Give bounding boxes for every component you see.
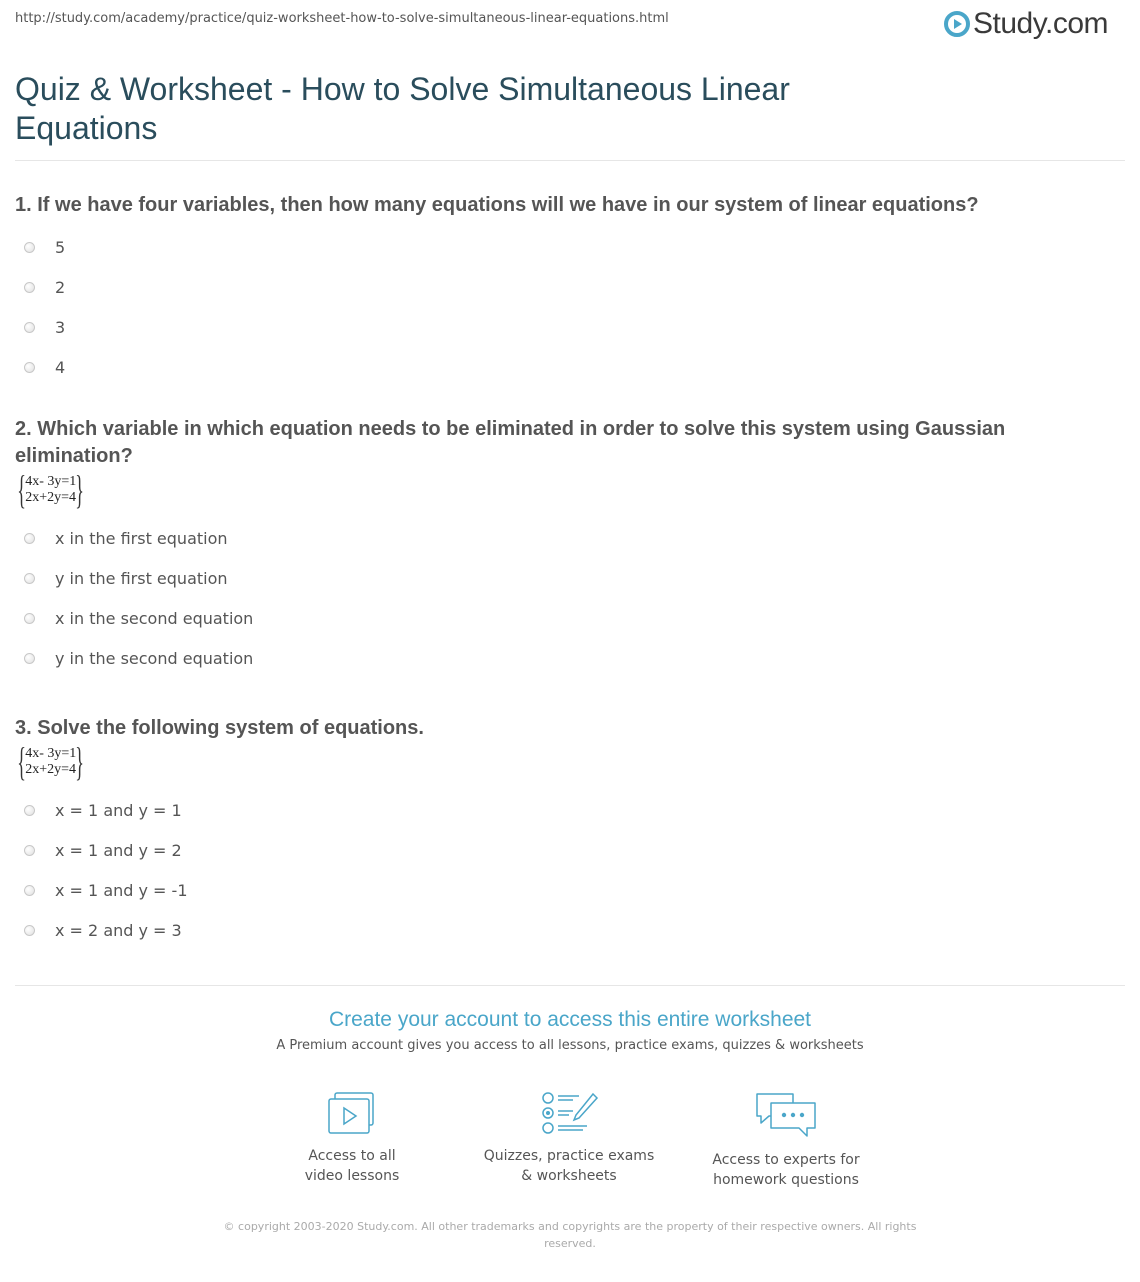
signup-cta: [0, 1008, 1140, 1053]
feature-line: homework questions: [713, 1172, 859, 1188]
option-label: 3: [55, 317, 66, 337]
equation-line: 2x+2y=4: [25, 490, 76, 505]
question-text: 2. Which variable in which equation needs to be eliminated in order to solve this system using Gaussian elimination?: [15, 418, 1006, 467]
question-1: [15, 192, 1125, 387]
answer-option[interactable]: [15, 558, 1125, 598]
equation-line: 4x- 3y=1: [25, 474, 77, 489]
feature-line: Quizzes, practice exams: [483, 1148, 655, 1164]
answer-option[interactable]: [15, 267, 1125, 307]
radio-button[interactable]: [24, 322, 35, 333]
option-label: y in the second equation: [55, 648, 254, 668]
page-url: http://study.com/academy/practice/quiz-worksheet-how-to-solve-simultaneous-linear-equations.html: [15, 11, 669, 26]
feature-line: Access to all: [308, 1148, 396, 1164]
right-brace: }: [75, 739, 85, 784]
answer-option[interactable]: [15, 830, 1125, 870]
feature-line: & worksheets: [521, 1168, 617, 1184]
option-label: 2: [55, 277, 66, 297]
answer-option[interactable]: [15, 347, 1125, 387]
logo-text: Study.com: [973, 7, 1108, 40]
radio-button[interactable]: [24, 845, 35, 856]
copyright-notice: © copyright 2003-2020 Study.com. All other trademarks and copyrights are the property of their respective owners. All rights reserved.: [223, 1220, 917, 1250]
option-label: x = 1 and y = 1: [55, 800, 182, 820]
play-circle-icon: [944, 11, 970, 37]
option-label: 5: [55, 237, 66, 257]
question-text: 1. If we have four variables, then how many equations will we have in our system of linear equations?: [15, 194, 979, 216]
answer-option[interactable]: [15, 598, 1125, 638]
chat-experts-icon: [753, 1090, 819, 1140]
option-label: x in the second equation: [55, 608, 254, 628]
option-label: x in the first equation: [55, 528, 228, 548]
feature-line: video lessons: [304, 1168, 400, 1184]
option-label: y in the first equation: [55, 568, 228, 588]
cta-subtitle: A Premium account gives you access to all lessons, practice exams, quizzes & worksheets: [276, 1038, 864, 1053]
left-brace: {: [17, 739, 26, 784]
radio-button[interactable]: [24, 925, 35, 936]
right-brace: }: [75, 467, 85, 512]
radio-button[interactable]: [24, 573, 35, 584]
answer-options: [15, 227, 1125, 387]
option-label: x = 1 and y = 2: [55, 840, 182, 860]
answer-options: [15, 518, 1125, 678]
question-2: [15, 416, 1125, 678]
answer-option[interactable]: [15, 307, 1125, 347]
answer-options: [15, 790, 1125, 950]
cta-link[interactable]: Create your account to access this entire worksheet: [328, 1008, 812, 1031]
answer-option[interactable]: [15, 518, 1125, 558]
quiz-list-icon: [539, 1090, 599, 1136]
feature-quizzes: [469, 1090, 669, 1186]
answer-option[interactable]: [15, 910, 1125, 950]
answer-option[interactable]: [15, 870, 1125, 910]
equation-line: 2x+2y=4: [25, 762, 76, 777]
video-lessons-icon: [325, 1090, 379, 1136]
answer-option[interactable]: [15, 638, 1125, 678]
equation-line: 4x- 3y=1: [25, 746, 77, 761]
question-3: [15, 715, 1125, 950]
feature-experts: [686, 1090, 886, 1190]
answer-option[interactable]: [15, 790, 1125, 830]
option-label: x = 1 and y = -1: [55, 880, 188, 900]
radio-button[interactable]: [24, 885, 35, 896]
page-title: Quiz & Worksheet - How to Solve Simultaneous Linear Equations: [15, 71, 790, 146]
question-text: 3. Solve the following system of equations.: [15, 717, 424, 739]
radio-button[interactable]: [24, 362, 35, 373]
divider: [15, 160, 1125, 161]
feature-line: Access to experts for: [712, 1152, 860, 1168]
equation-system: [17, 467, 1125, 512]
answer-option[interactable]: [15, 227, 1125, 267]
radio-button[interactable]: [24, 613, 35, 624]
option-label: 4: [55, 357, 66, 377]
radio-button[interactable]: [24, 805, 35, 816]
study-logo[interactable]: [944, 7, 1108, 41]
radio-button[interactable]: [24, 242, 35, 253]
equation-system: [17, 739, 1125, 784]
option-label: x = 2 and y = 3: [55, 920, 182, 940]
feature-video-lessons: [252, 1090, 452, 1186]
divider: [15, 985, 1125, 986]
radio-button[interactable]: [24, 653, 35, 664]
radio-button[interactable]: [24, 282, 35, 293]
radio-button[interactable]: [24, 533, 35, 544]
left-brace: {: [17, 467, 26, 512]
